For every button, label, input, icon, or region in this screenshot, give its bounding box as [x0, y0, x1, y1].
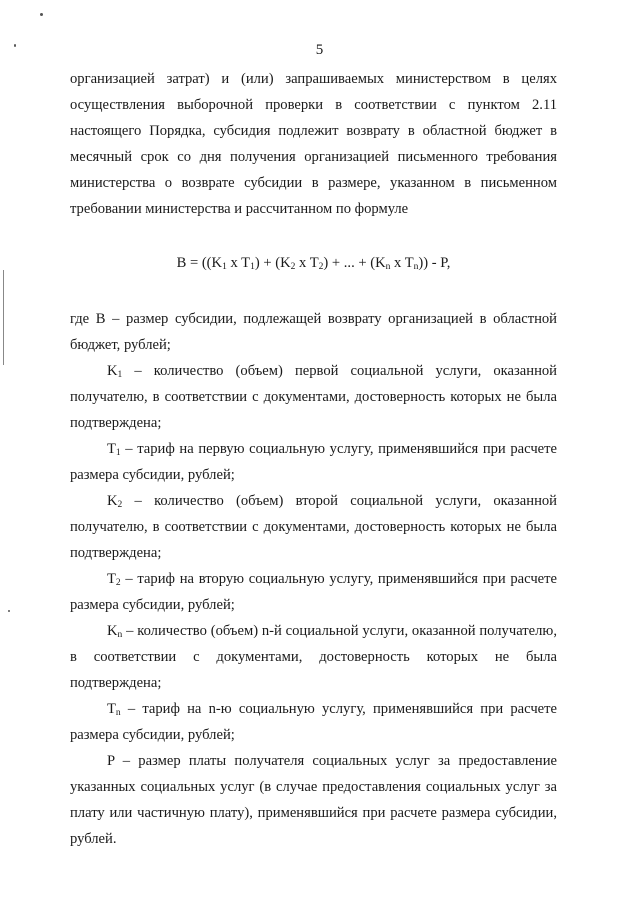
definition-kn: $K_n$ – количество (объем) n-й социальной услуги, оказанной получателю, в соответствии с документами, достоверность которых не была подтверждена; [70, 623, 557, 691]
definition-k1: $K_1$ – количество (объем) первой социальной услуги, оказанной получателю, в соответствии с документами, достоверность которых не была подтверждена; [70, 363, 557, 431]
definition-tn: $T_n$ – тариф на n-ю социальную услугу, применявшийся при расчете размера субсидии, рублей; [70, 701, 557, 743]
document-body [70, 66, 557, 852]
intro-paragraph: организацией затрат) и (или) запрашиваемых министерством в целях осуществления выборочной проверки в соответствии с пунктом 2.11 настоящего Порядка, субсидия подлежит возврату в областной бюджет в месячный срок со дня получения организацией письменного требования министерства о возврате субсидии в размере, указанном в письменном требовании министерства и рассчитанном по формуле [70, 71, 557, 217]
definition-t1: $T_1$ – тариф на первую социальную услугу, применявшийся при расчете размера субсидии, рублей; [70, 441, 557, 483]
definition-t2: $T_2$ – тариф на вторую социальную услугу, применявшийся при расчете размера субсидии, рублей; [70, 571, 557, 613]
scan-edge-line [3, 270, 4, 365]
page-number: 5 [315, 42, 324, 58]
definition-k2: $K_2$ – количество (объем) второй социальной услуги, оказанной получателю, в соответствии с документами, достоверность которых не была подтверждена; [70, 493, 557, 561]
formula: $B = ((K_1$ x $T_1) + (K_2$ x $T_2$) + ... + ($K_n$ x $T_n$)) - P, [176, 255, 451, 272]
definition-p: P – размер платы получателя социальных услуг за предоставление указанных социальных услуг (в случае предоставления социальных услуг за плату или частичную плату), применявшийся при расчете размера субсидии, рублей. [70, 753, 557, 847]
scan-speck [40, 13, 43, 16]
definition-b: где B – размер субсидии, подлежащей возврату организацией в областной бюджет, рублей; [70, 311, 557, 353]
scan-speck [8, 610, 10, 612]
